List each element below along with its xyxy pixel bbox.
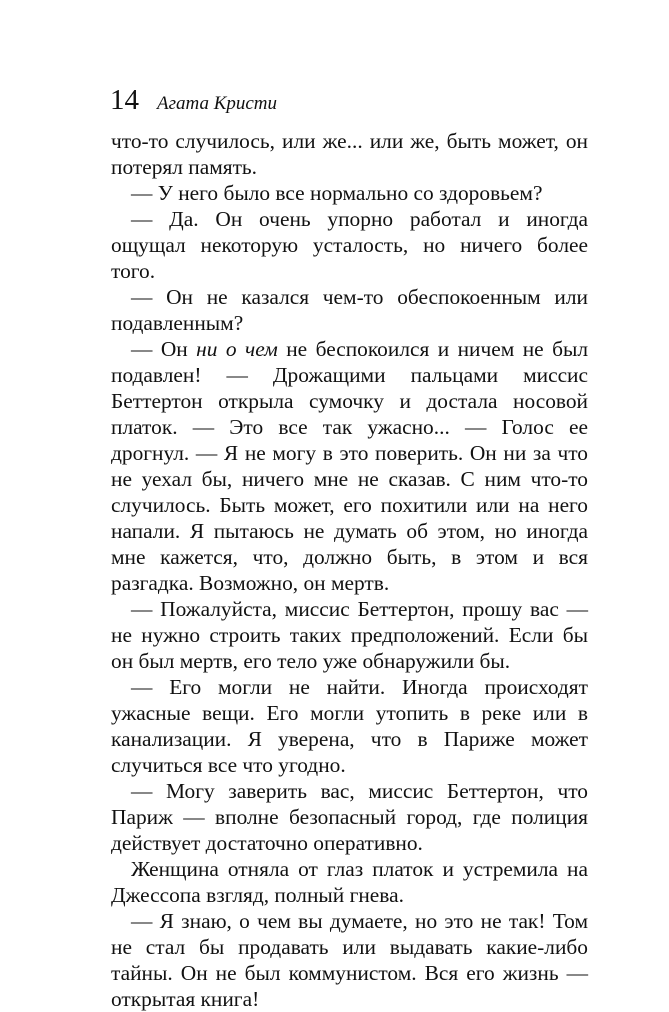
paragraph-text: Женщина отняла от глаз платок и устремила на Джессопа взгляд, полный гнева. — [111, 857, 588, 907]
paragraph-text: что-то случилось, или же... или же, быть может, он потерял память. — [111, 129, 588, 179]
paragraph — [111, 908, 588, 1012]
paragraph-text: — Его могли не найти. Иногда происходят ужасные вещи. Его могли утопить в реке или в канализации. Я уверена, что в Париже может случиться все что угодно. — [111, 675, 588, 777]
paragraph — [111, 778, 588, 856]
emphasis-text: ни о чем — [196, 337, 278, 361]
paragraph-text: — Он не казался чем-то обеспокоенным или подавленным? — [111, 285, 588, 335]
paragraph-text: не беспокоился и ничем не был подавлен! — Дрожащими пальцами миссис Беттертон открыла сумочку и достала носовой платок. — Это все так ужасно... — Голос ее дрогнул. — Я не могу в это поверить. Он ни за что не уехал бы, ничего мне не сказав. С ним что-то случилось. Быть может, его похитили или на него напали. Я пытаюсь не думать об этом, но иногда мне кажется, что, должно быть, в этом и вся разгадка. Возможно, он мертв. — [111, 337, 589, 595]
paragraph — [111, 180, 588, 206]
paragraph — [111, 284, 588, 336]
paragraph — [111, 128, 588, 180]
paragraph-text: — Да. Он очень упорно работал и иногда ощущал некоторую усталость, но ничего более того. — [111, 207, 588, 283]
paragraph — [111, 596, 588, 674]
paragraph-text: — Он — [131, 337, 197, 361]
paragraph-text: — Пожалуйста, миссис Беттертон, прошу вас — не нужно строить таких предположений. Если бы он был мертв, его тело уже обнаружили бы. — [111, 597, 588, 673]
paragraph — [111, 674, 588, 778]
paragraph-text: — У него было все нормально со здоровьем? — [131, 181, 543, 205]
page-header — [110, 84, 277, 117]
paragraph — [111, 336, 588, 596]
paragraph-text: — Могу заверить вас, миссис Беттертон, что Париж — вполне безопасный город, где полиция действует достаточно оперативно. — [111, 779, 588, 855]
paragraph — [111, 856, 588, 908]
paragraph — [111, 206, 588, 284]
running-title: Агата Кристи — [157, 93, 277, 114]
body-text — [111, 128, 588, 1012]
paragraph-text: — Я знаю, о чем вы думаете, но это не так! Том не стал бы продавать или выдавать какие-либо тайны. Он не был коммунистом. Вся его жизнь — открытая книга! — [111, 909, 588, 1011]
page-number: 14 — [110, 84, 139, 116]
